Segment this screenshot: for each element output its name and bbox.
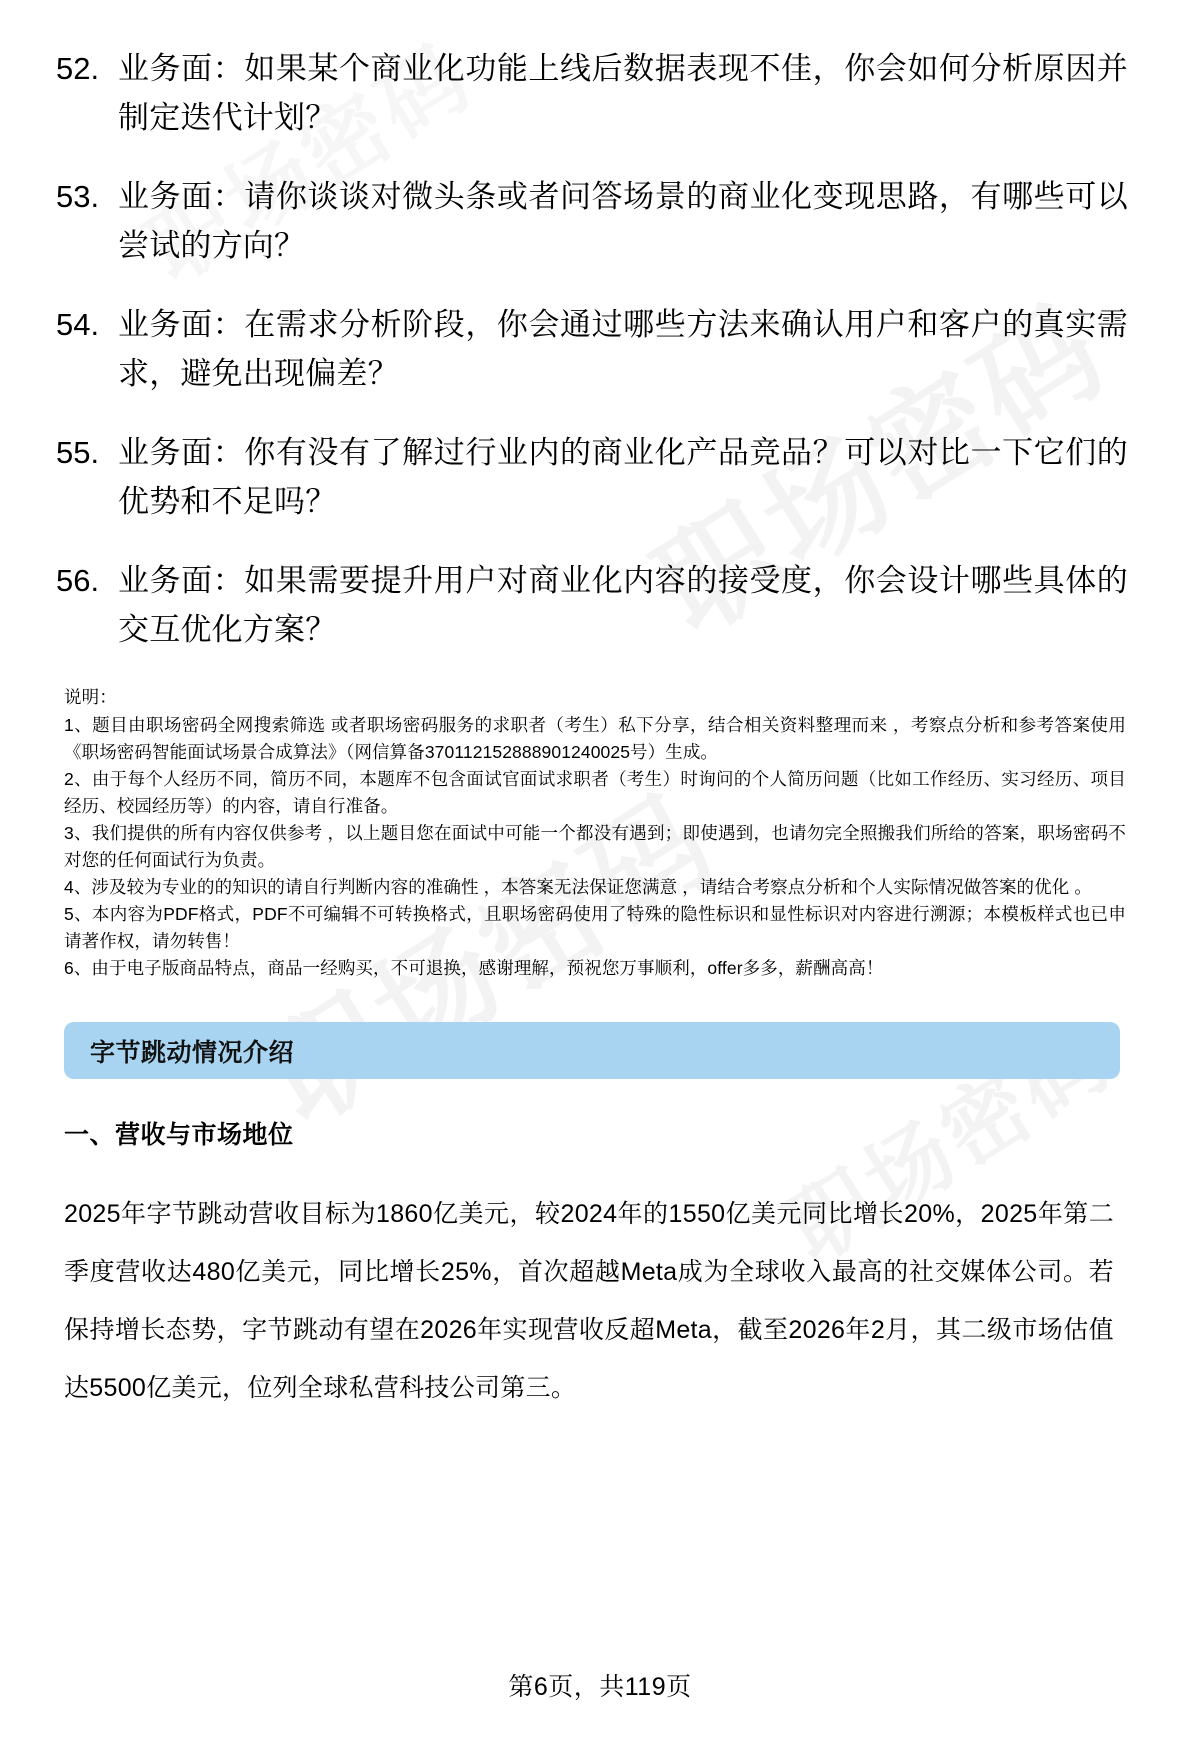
section-body [64,1115,1114,1417]
body-paragraph: 2025年字节跳动营收目标为1860亿美元，较2024年的1550亿美元同比增长20%，2025年第二季度营收达480亿美元，同比增长25%，首次超越Meta成为全球收入最高的社交媒体公司。若保持增长态势，字节跳动有望在2026年实现营收反超Meta，截至2026年2月，其二级市场估值达5500亿美元，位列全球私营科技公司第三。 [64,1200,1114,1402]
question-number: 52. [56,51,100,86]
question-number: 56. [56,563,100,598]
question-item [52,172,1128,270]
subsection-heading: 一、营收与市场地位 [64,1121,294,1149]
notes-block [64,684,1126,982]
question-number: 55. [56,435,100,470]
page-footer [0,1667,1200,1703]
question-text: 业务面：请你谈谈对微头条或者问答场景的商业化变现思路，有哪些可以尝试的方向？ [118,179,1128,263]
question-item [52,300,1128,398]
page-number-label: 第6页，共119页 [508,1673,692,1701]
question-list [52,44,1128,654]
question-item [52,428,1128,526]
question-text: 业务面：你有没有了解过行业内的商业化产品竞品？可以对比一下它们的优势和不足吗？ [118,435,1128,519]
question-item [52,556,1128,654]
note-item: 1、题目由职场密码全网搜索筛选 或者职场密码服务的求职者（考生）私下分享，结合相关资料整理而来 ，考察点分析和参考答案使用《职场密码智能面试场景合成算法》（网信算备370112152888901240025号）生成。 [64,715,1126,762]
question-number: 53. [56,179,100,214]
note-item: 6、由于电子版商品特点，商品一经购买，不可退换，感谢理解，预祝您万事顺利，offer多多，薪酬高高！ [64,958,884,978]
question-number: 54. [56,307,100,342]
question-text: 业务面：如果某个商业化功能上线后数据表现不佳，你会如何分析原因并制定迭代计划？ [118,51,1128,135]
notes-title: 说明： [64,687,117,707]
note-item: 3、我们提供的所有内容仅供参考 ，以上题目您在面试中可能一个都没有遇到；即使遇到，也请勿完全照搬我们所给的答案，职场密码不对您的任何面试行为负责。 [64,823,1126,870]
note-item: 4、涉及较为专业的的知识的请自行判断内容的准确性 ，本答案无法保证您满意 ，请结合考察点分析和个人实际情况做答案的优化 。 [64,877,1092,897]
note-item: 5、本内容为PDF格式，PDF不可编辑不可转换格式，且职场密码使用了特殊的隐性标识和显性标识对内容进行溯源；本模板样式也已申请著作权，请勿转售！ [64,904,1126,951]
note-item: 2、由于每个人经历不同，简历不同，本题库不包含面试官面试求职者（考生）时询问的个人简历问题（比如工作经历、实习经历、项目经历、校园经历等）的内容，请自行准备。 [64,769,1126,816]
question-text: 业务面：如果需要提升用户对商业化内容的接受度，你会设计哪些具体的交互优化方案？ [118,563,1128,647]
section-banner-title: 字节跳动情况介绍 [90,1038,295,1067]
question-text: 业务面：在需求分析阶段，你会通过哪些方法来确认用户和客户的真实需求，避免出现偏差？ [118,307,1128,391]
question-item [52,44,1128,142]
section-banner [64,1022,1120,1079]
